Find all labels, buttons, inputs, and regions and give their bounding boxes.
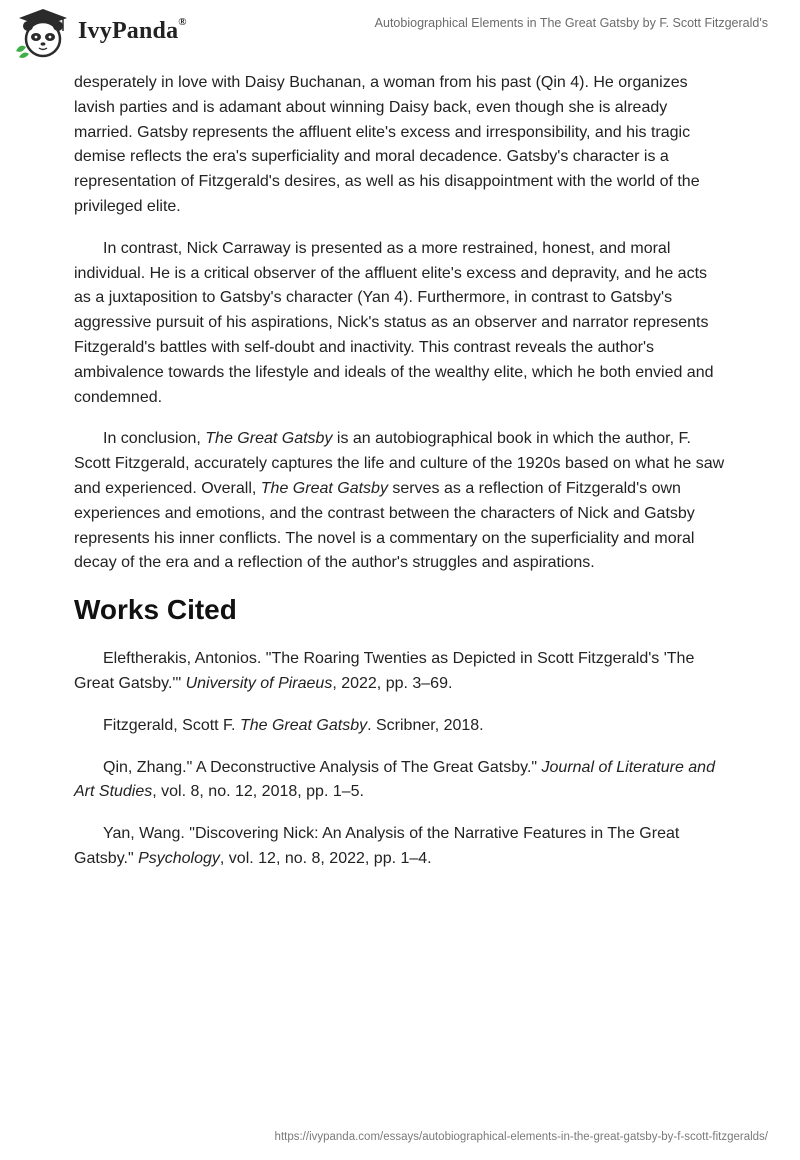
- essay-content: [74, 71, 726, 889]
- paragraph-1: desperately in love with Daisy Buchanan, a woman from his past (Qin 4). He organizes lavish parties and is adamant about winning Daisy back, even though she is already married. Gatsby represents the affluent elite's excess and irresponsibility, and his tragic demise reflects the era's superficiality and moral decadence. Gatsby's character is a representation of Fitzgerald's desires, as well as his disappointment with the world of the privileged elite.: [74, 74, 700, 215]
- works-cited-heading: Works Cited: [74, 594, 237, 626]
- citation-entry: Fitzgerald, Scott F. The Great Gatsby. Scribner, 2018.: [103, 716, 484, 734]
- document-title: Autobiographical Elements in The Great Gatsby by F. Scott Fitzgerald's: [374, 16, 768, 30]
- citation-entry: Yan, Wang. "Discovering Nick: An Analysis of the Narrative Features in The Great Gatsby." Psychology, vol. 12, no. 8, 2022, pp. 1–4.: [74, 825, 680, 867]
- citation-entry: Qin, Zhang." A Deconstructive Analysis of The Great Gatsby." Journal of Literature and Art Studies, vol. 8, no. 12, 2018, pp. 1–5.: [74, 758, 715, 801]
- panda-logo-icon[interactable]: [13, 7, 73, 59]
- citation-entry: Eleftherakis, Antonios. "The Roaring Twenties as Depicted in Scott Fitzgerald's 'The Great Gatsby.'" University of Piraeus, 2022, pp. 3–69.: [74, 650, 695, 692]
- brand-name[interactable]: IvyPanda®: [78, 16, 187, 44]
- paragraph-3: In conclusion, The Great Gatsby is an autobiographical book in which the author, F. Scott Fitzgerald, accurately captures the life and culture of the 1920s based on what he saw and experienced. Overall, The Great Gatsby serves as a reflection of Fitzgerald's own experiences and emotions, and the contrast between the characters of Nick and Gatsby represents his inner conflicts. The novel is a commentary on the superficiality and moral decay of the era and a reflection of the author's struggles and aspirations.: [74, 430, 725, 572]
- footer-url-link[interactable]: https://ivypanda.com/essays/autobiographical-elements-in-the-great-gatsby-by-f-scott-fitzgeralds/: [274, 1131, 768, 1143]
- page-header: [0, 0, 800, 66]
- paragraph-2: In contrast, Nick Carraway is presented as a more restrained, honest, and moral individual. He is a critical observer of the affluent elite's excess and depravity, and he acts as a juxtaposition to Gatsby's character (Yan 4). Furthermore, in contrast to Gatsby's aggressive pursuit of his aspirations, Nick's status as an observer and narrator represents Fitzgerald's battles with self-doubt and inactivity. This contrast reveals the author's ambivalence towards the lifestyle and ideals of the wealthy elite, which he both envied and condemned.: [74, 239, 714, 406]
